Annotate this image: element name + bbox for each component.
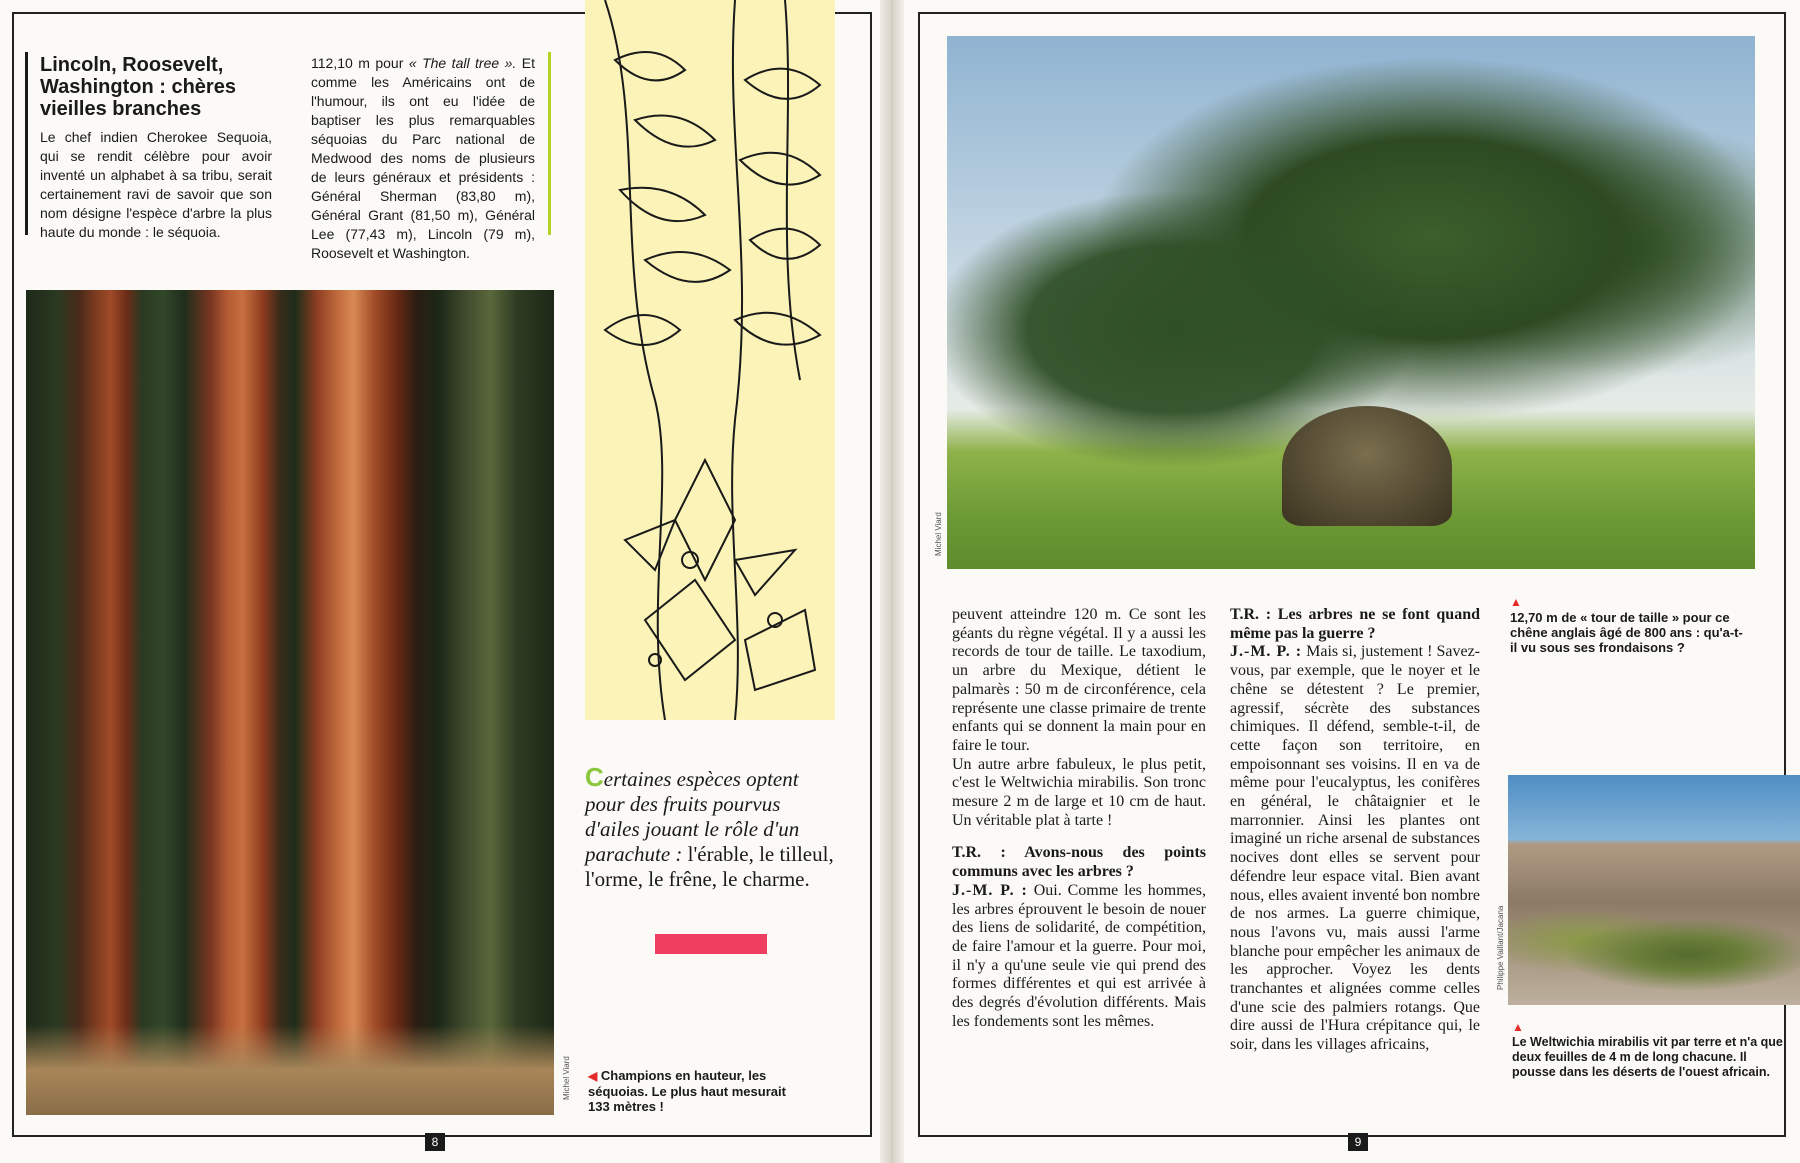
leaf-illustration — [585, 0, 835, 720]
sequoia-caption-text: Champions en hauteur, les séquoias. Le plus haut mesurait 133 mètres ! — [588, 1068, 786, 1114]
box-title: Lincoln, Roosevelt, Washington : chères vieilles branches — [40, 54, 236, 120]
page-number-right: 9 — [1348, 1133, 1368, 1151]
oak-caption — [1510, 594, 1746, 655]
oak-caption-text: 12,70 m de « tour de taille » pour ce chêne anglais âgé de 800 ans : qu'a-t-il vu sous ses frondaisons ? — [1510, 610, 1743, 655]
pull-quote-text: ertaines espèces optent pour des fruits pourvus d'ailes jouant le rôle d'un parachute : — [585, 767, 800, 866]
box-col2-prefix: 112,10 m pour — [311, 55, 409, 71]
leaf-drawing — [585, 0, 835, 720]
pull-quote-list: l'érable, le tilleul, l'orme, le frêne, le charme. — [585, 842, 834, 891]
page-number-left: 8 — [425, 1133, 445, 1151]
article-column-2 — [1230, 606, 1480, 1055]
oak-trunk — [1282, 406, 1452, 526]
box-body-col2 — [311, 54, 535, 263]
col2-answer-speaker: J.-M. P. : — [1230, 643, 1303, 661]
article-column-1 — [952, 606, 1206, 1031]
red-triangle-icon: ▲ — [1510, 595, 1522, 609]
weltwichia-photo-credit: Philippe Vaillant/Jacana — [1496, 905, 1505, 990]
col1-answer — [952, 882, 1206, 1032]
box-col2-emphasis: « The tall tree ». — [408, 55, 517, 71]
box-rule-left — [25, 52, 28, 235]
sequoia-photo — [26, 290, 554, 1115]
weltwichia-photo — [1508, 775, 1800, 1005]
oak-photo — [947, 36, 1755, 569]
col1-question: T.R. : Avons-nous des points communs avec les arbres ? — [952, 844, 1206, 881]
col1-answer-text: Oui. Comme les hommes, les arbres éprouvent le besoin de nouer des liens de solidarité, de compétition, de faire l'amour et la guerre. Pour moi, il n'y a qu'une seule vie qui prend des formes différentes et qui est arrivée à des degrés d'évolution différents. Mais les fondements sont les mêmes. — [952, 881, 1207, 1030]
weltwichia-caption — [1512, 1020, 1792, 1080]
box-rule-green — [548, 52, 551, 235]
col1-answer-speaker: J.-M. P. : — [952, 881, 1028, 899]
col2-question: T.R. : Les arbres ne se font quand même pas la guerre ? — [1230, 606, 1480, 642]
drop-cap: C — [585, 762, 604, 792]
col2-answer — [1230, 643, 1480, 1054]
accent-bar — [655, 934, 767, 954]
col2-answer-text: Mais si, justement ! Savez-vous, par exemple, que le noyer et le chêne se détestent ? Le premier, agressif, sécrète des substances chimiques. Il défend, semble-t-il, de cette façon son territoire, en empoisonnant ses voisins. Il en va de même pour l'eucalyptus, les conifères en général, le châtaignier et le marronnier. Ainsi les plantes ont imaginé un riche arsenal de substances nocives dont elles se servent pour défendre leur espace vital. Bien avant nous, elles avaient inventé bon nombre de nos armes. La guerre chimique, nous l'avons vu, mais aussi l'arme blanche pour empêcher les animaux de les approcher. Voyez les dents tranchantes et alignées comme celles d'une scie des palmiers rotangs. Que dire aussi de l'Hura crépitance qui, le soir, dans les villages africains, — [1230, 643, 1481, 1054]
col1-paragraph-1: peuvent atteindre 120 m. Ce sont les géants du règne végétal. Il y a aussi les records de tour de taille. Le taxodium, un arbre du Mexique, détient le palmarès : 50 m de circonférence, cela représente une classe primaire de trente enfants qui se donnent la main pour en faire le tour. — [952, 606, 1206, 754]
weltwichia-caption-text: Le Weltwichia mirabilis vit par terre et n'a que deux feuilles de 4 m de long chacune. Il pousse dans les déserts de l'ouest africain. — [1512, 1035, 1783, 1079]
spine-gutter — [880, 0, 904, 1163]
red-triangle-icon: ▲ — [1512, 1020, 1524, 1034]
sequoia-photo-credit: Michel Viard — [562, 1056, 571, 1100]
col1-paragraph-2: Un autre arbre fabuleux, le plus petit, c'est le Weltwichia mirabilis. Son tronc mesure 2 m de large et 10 cm de haut. Un véritable plat à tarte ! — [952, 755, 1206, 829]
oak-photo-credit: Michel Viard — [934, 512, 943, 556]
sequoia-caption — [588, 1068, 788, 1114]
pull-quote — [585, 762, 835, 892]
red-triangle-icon: ◀ — [588, 1069, 598, 1083]
box-col2-text: Et comme les Américains ont de l'humour, ils ont eu l'idée de baptiser les plus remarquables séquoias du Parc national de Medwood des noms de plusieurs de leurs généraux et présidents : Général Sherman (83,80 m), Général Grant (81,50 m), Général Lee (77,43 m), Lincoln (79 m), Roosevelt et Washington. — [311, 55, 535, 261]
box-body: Le chef indien Cherokee Sequoia, qui se rendit célèbre pour avoir inventé un alphabet à sa tribu, serait certainement ravi de savoir que son nom désigne l'espèce d'arbre la plus haute du monde : le séquoia. — [40, 129, 272, 240]
